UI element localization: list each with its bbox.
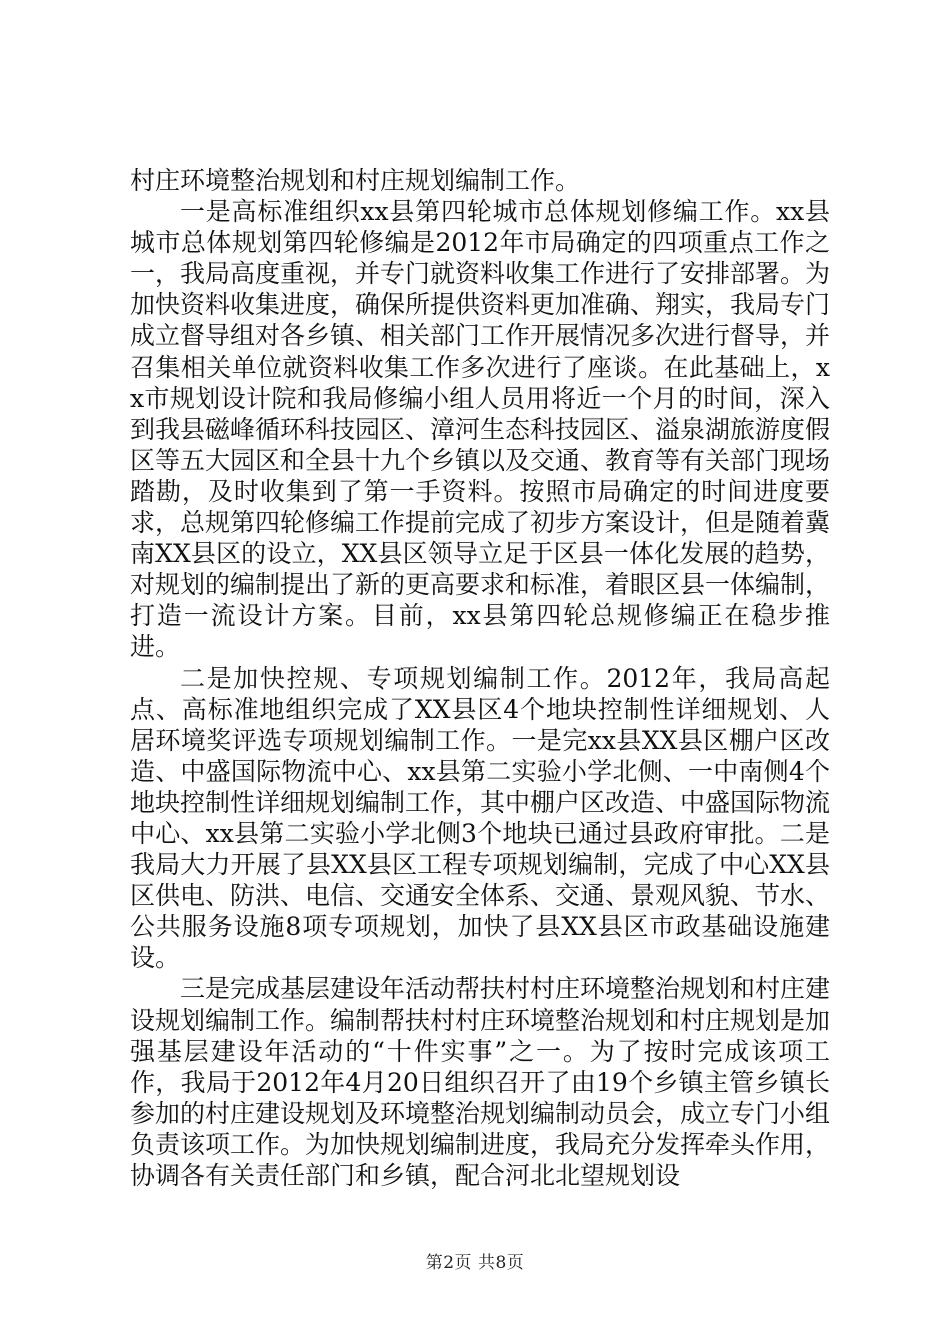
page-footer: [0, 1248, 950, 1273]
paragraph-4: 三是完成基层建设年活动帮扶村村庄环境整治规划和村庄建设规划编制工作。编制帮扶村村庄环境整治规划和村庄规划是加强基层建设年活动的“十件实事”之一。为了按时完成该项工作，我局于2012年4月20日组织召开了由19个乡镇主管乡镇长参加的村庄建设规划及环境整治规划编制动员会，成立专门小组负责该项工作。为加快规划编制进度，我局充分发挥牵头作用，协调各有关责任部门和乡镇，配合河北北望规划设: [130, 974, 831, 1190]
paragraph-3: 二是加快控规、专项规划编制工作。2012年，我局高起点、高标准地组织完成了XX县区4个地块控制性详细规划、人居环境奖评选专项规划编制工作。一是完xx县XX县区棚户区改造、中盛国际物流中心、xx县第二实验小学北侧、一中南侧4个地块控制性详细规划编制工作，其中棚户区改造、中盛国际物流中心、xx县第二实验小学北侧3个地块已通过县政府审批。二是我局大力开展了县XX县区工程专项规划编制，完成了中心XX县区供电、防洪、电信、交通安全体系、交通、景观风貌、节水、公共服务设施8项专项规划，加快了县XX县区市政基础设施建设。: [130, 663, 831, 973]
paragraph-1: 村庄环境整治规划和村庄规划编制工作。: [130, 166, 581, 195]
page-number-label: 第2页 共8页: [425, 1253, 525, 1273]
paragraph-2: 一是高标准组织xx县第四轮城市总体规划修编工作。xx县城市总体规划第四轮修编是2012年市局确定的四项重点工作之一，我局高度重视，并专门就资料收集工作进行了安排部署。为加快资料收集进度，确保所提供资料更加准确、翔实，我局专门成立督导组对各乡镇、相关部门工作开展情况多次进行督导，并召集相关单位就资料收集工作多次进行了座谈。在此基础上，xx市规划设计院和我局修编小组人员用将近一个月的时间，深入到我县磁峰循环科技园区、漳河生态科技园区、溢泉湖旅游度假区等五大园区和全县十九个乡镇以及交通、教育等有关部门现场踏勘，及时收集到了第一手资料。按照市局确定的时间进度要求，总规第四轮修编工作提前完成了初步方案设计，但是随着冀南XX县区的设立，XX县区领导立足于区县一体化发展的趋势，对规划的编制提出了新的更高要求和标准，着眼区县一体编制，打造一流设计方案。目前，xx县第四轮总规修编正在稳步推进。: [130, 197, 831, 662]
document-body: [130, 165, 830, 1191]
